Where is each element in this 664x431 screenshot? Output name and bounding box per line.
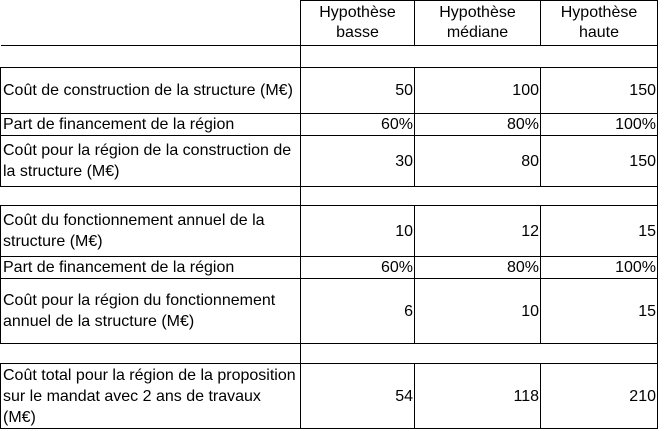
value-basse: 50: [301, 68, 415, 114]
header-line: basse: [336, 24, 379, 41]
spacer-cell: [1, 187, 301, 206]
value-basse: 10: [301, 206, 415, 257]
header-line: Hypothèse: [439, 4, 516, 21]
header-line: Hypothèse: [560, 4, 638, 21]
value-haute: 100%: [541, 114, 658, 136]
value-basse: 60%: [301, 114, 415, 136]
header-mediane: [415, 1, 541, 46]
spacer-cell: [1, 344, 301, 364]
table-row-total: [1, 364, 658, 429]
table-row: [1, 206, 658, 257]
value-haute: 15: [541, 206, 658, 257]
row-label: Coût du fonctionnement annuel de la structure (M€): [1, 206, 301, 257]
header-line: Hypothèse: [319, 4, 396, 21]
row-label: Part de financement de la région: [1, 114, 301, 136]
header-row: [1, 1, 658, 46]
spacer-cell: [301, 187, 658, 206]
value-basse: 60%: [301, 257, 415, 279]
table-row: [1, 136, 658, 187]
row-label: Coût de construction de la structure (M€): [1, 68, 301, 114]
header-haute: [541, 1, 658, 46]
value-basse: 30: [301, 136, 415, 187]
table-row: [1, 68, 658, 114]
row-label: Coût pour la région du fonctionnement annuel de la structure (M€): [1, 279, 301, 344]
corner-cell: [1, 1, 301, 46]
row-label: Coût total pour la région de la proposition sur le mandat avec 2 ans de travaux (M€): [1, 364, 301, 429]
row-label: Part de financement de la région: [1, 257, 301, 279]
value-mediane: 100: [415, 68, 541, 114]
table-row: [1, 114, 658, 136]
value-mediane: 80%: [415, 114, 541, 136]
spacer-row: [1, 344, 658, 364]
spacer-row: [1, 46, 658, 68]
header-basse: [301, 1, 415, 46]
header-line: haute: [578, 24, 620, 41]
value-haute: 150: [541, 136, 658, 187]
spacer-cell: [1, 46, 301, 68]
value-mediane: 12: [415, 206, 541, 257]
row-label: Coût pour la région de la construction de la structure (M€): [1, 136, 301, 187]
header-line: médiane: [446, 24, 509, 41]
value-mediane: 80: [415, 136, 541, 187]
value-haute: 100%: [541, 257, 658, 279]
value-basse: 54: [301, 364, 415, 429]
value-haute: 15: [541, 279, 658, 344]
value-mediane: 10: [415, 279, 541, 344]
value-mediane: 118: [415, 364, 541, 429]
value-mediane: 80%: [415, 257, 541, 279]
value-haute: 210: [541, 364, 658, 429]
spacer-row: [1, 187, 658, 206]
value-haute: 150: [541, 68, 658, 114]
spacer-cell: [301, 344, 658, 364]
value-basse: 6: [301, 279, 415, 344]
table-row: [1, 257, 658, 279]
spacer-cell: [301, 46, 658, 68]
table-row: [1, 279, 658, 344]
